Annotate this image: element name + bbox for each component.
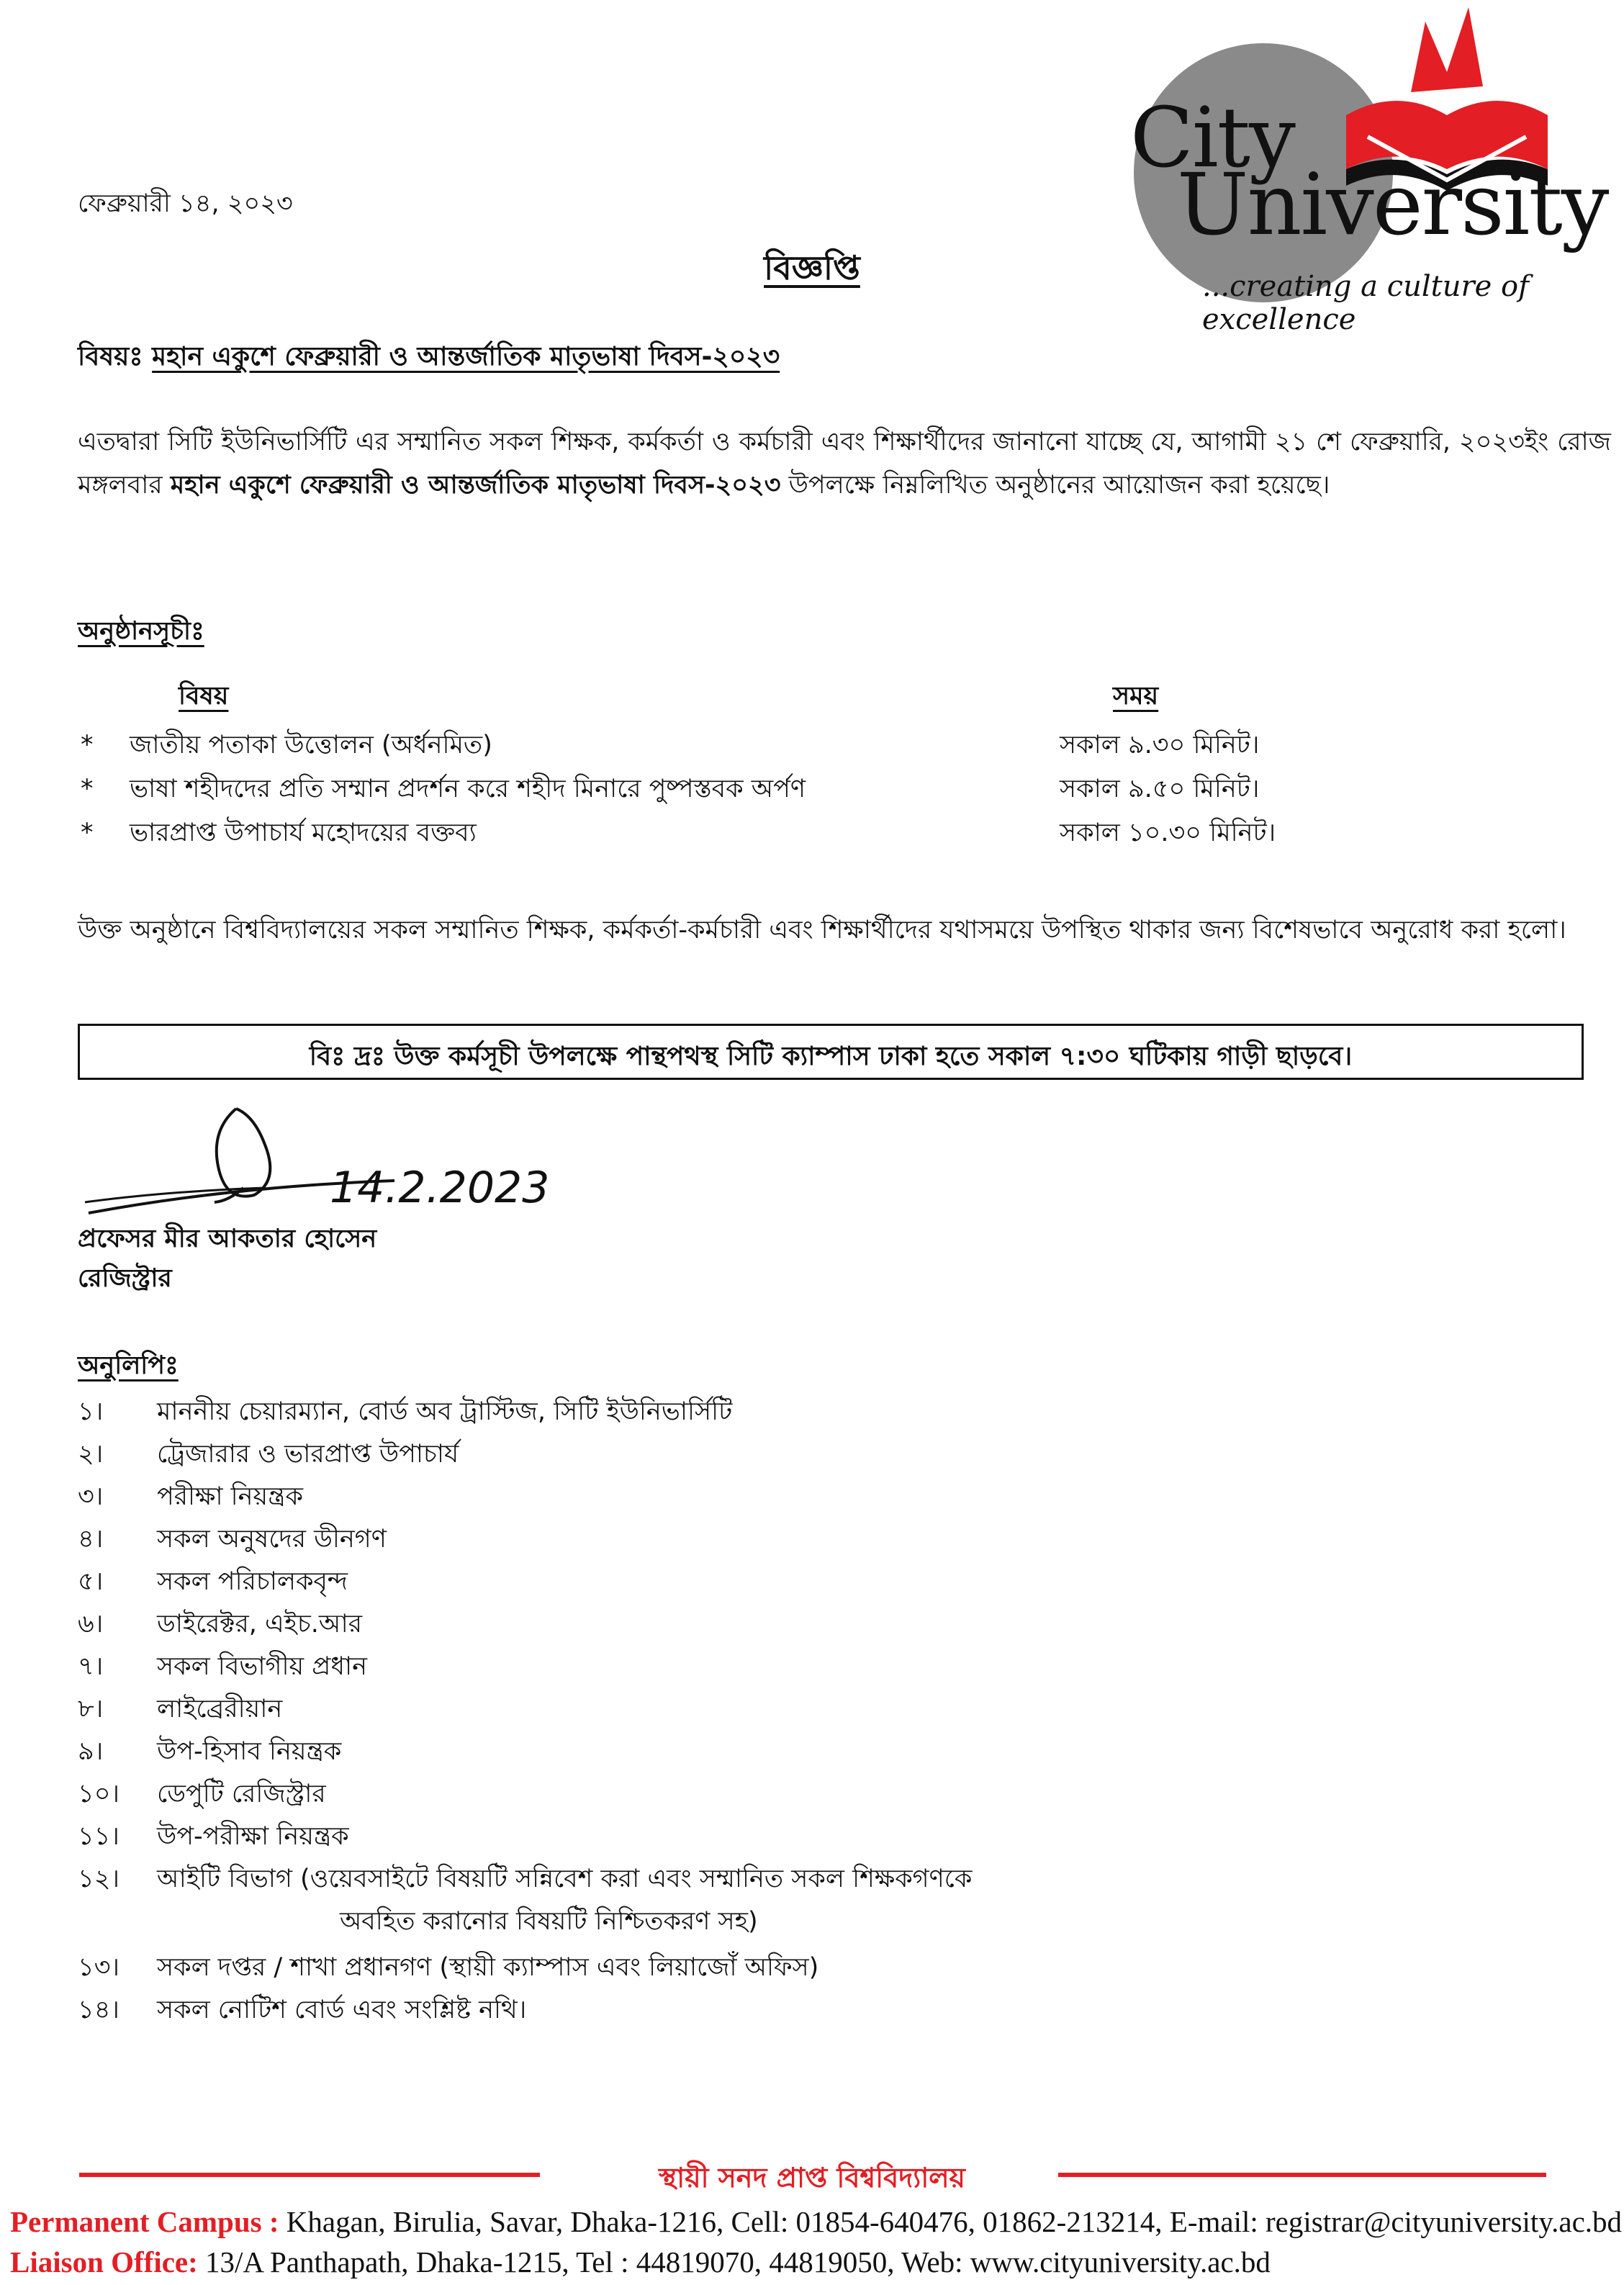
schedule-time: সকাল ৯.৫০ মিনিট। [1060,775,1260,803]
copies-heading: অনুলিপিঃ [78,1351,179,1380]
copy-item [0,1524,1624,1566]
copy-text: সকল দপ্তর / শাখা প্রধানগণ (স্থায়ী ক্যাম্পাস এবং লিয়াজোঁ অফিস) [157,1953,819,1982]
copy-text: ডেপুটি রেজিস্ট্রার [157,1780,326,1808]
intro-bold: মহান একুশে ফেব্রুয়ারী ও আন্তর্জাতিক মাতৃভাষা দিবস-২০২৩ [170,471,781,500]
note-box [78,1024,1584,1080]
copy-num: ৭। [78,1652,104,1681]
schedule-row [0,730,1624,770]
subject-line [78,341,780,372]
bullet-star: * [81,819,94,847]
liaison-office-text: 13/A Panthapath, Dhaka-1215, Tel : 44819070, 44819050, Web: www.cityuniversity.ac.bd [197,2245,1271,2279]
copy-num: ১০। [78,1780,119,1808]
copy-text: আইটি বিভাগ (ওয়েবসাইটে বিষয়টি সন্নিবেশ করা এবং সম্মানিত সকল শিক্ষকগণকে [157,1865,973,1893]
copy-item [0,1864,1624,1906]
schedule-item: ভাষা শহীদদের প্রতি সম্মান প্রদর্শন করে শহীদ মিনারে পুষ্পস্তবক অর্পণ [130,775,806,803]
schedule-item: ভারপ্রাপ্ত উপাচার্য মহোদয়ের বক্তব্য [130,819,477,847]
copy-num: ১১। [78,1822,119,1851]
copy-text: মাননীয় চেয়ারম্যান, বোর্ড অব ট্রাস্টিজ, সিটি ইউনিভার্সিটি [157,1397,733,1426]
copy-text: ট্রেজারার ও ভারপ্রাপ্ত উপাচার্য [157,1440,459,1469]
copy-item [0,1736,1624,1778]
copy-text: সকল বিভাগীয় প্রধান [157,1652,368,1681]
copy-num: ১৩। [78,1953,119,1982]
copy-text: উপ-পরীক্ষা নিয়ন্ত্রক [157,1822,349,1851]
copy-item [0,1651,1624,1693]
schedule-time: সকাল ৯.৩০ মিনিট। [1060,731,1260,760]
signatory-title: রেজিস্ট্রার [78,1264,172,1293]
intro-part1: এতদ্বারা সিটি ইউনিভার্সিটি এর সম্মানিত সকল শিক্ষক, কর্মকর্তা ও কর্মচারী এবং শিক্ষার্থীদের জানানো যাচ্ছে যে, আগামী ২১ শে ফেব্রুয়ারি, ২০২৩ইং রোজ মঙ্গলবার [78,428,1611,500]
copy-text: সকল অনুষদের ডীনগণ [157,1525,387,1554]
copy-item [0,1821,1624,1863]
footer-permanent-campus [10,2204,1622,2239]
copy-num: ৬। [78,1610,104,1639]
copy-num: ২। [78,1440,104,1469]
copy-num: ৫। [78,1567,104,1596]
copy-text: লাইব্রেরীয়ান [157,1695,283,1723]
liaison-office-label: Liaison Office: [10,2245,198,2279]
handwritten-signature [78,1101,582,1224]
copy-text: উপ-হিসাব নিয়ন্ত্রক [157,1737,342,1766]
intro-paragraph [78,420,1611,507]
intro-part2: উপলক্ষে নিম্নলিখিত অনুষ্ঠানের আয়োজন করা হয়েছে। [780,471,1330,500]
copy-text: পরীক্ষা নিয়ন্ত্রক [157,1482,303,1511]
bullet-star: * [81,775,94,803]
logo-tagline: ...creating a culture of excellence [1202,270,1529,336]
footer-liaison-office [10,2245,1271,2279]
notice-title: বিজ্ঞপ্তি [764,248,860,287]
copy-num: ৮। [78,1695,104,1723]
schedule-time: সকাল ১০.৩০ মিনিট। [1060,819,1276,847]
signatory-name: প্রফেসর মীর আকতার হোসেন [78,1225,377,1253]
note-text: বিঃ দ্রঃ উক্ত কর্মসূচী উপলক্ষে পান্থপথস্থ সিটি ক্যাম্পাস ঢাকা হতে সকাল ৭:৩০ ঘটিকায় গাড়ী ছাড়বে। [309,1042,1353,1071]
copy-item [0,1779,1624,1821]
copy-item [0,1952,1624,1994]
schedule-row [0,818,1624,857]
permanent-campus-text: Khagan, Birulia, Savar, Dhaka-1216, Cell: 01854-640476, 01862-213214, E-mail: registrar@cityuniversity.ac.bd [279,2205,1623,2238]
logo-word-city: City [1130,90,1294,186]
copy-num: ৩। [78,1482,104,1511]
schedule-row [0,774,1624,814]
copy-num: ১২। [78,1865,119,1893]
copy-num: ৪। [78,1525,104,1554]
copy-item-12-continued: অবহিত করানোর বিষয়টি নিশ্চিতকরণ সহ) [340,1907,758,1936]
copy-num: ১৪। [78,1996,119,2024]
copy-item [0,1439,1624,1481]
copy-item [0,1609,1624,1651]
permanent-campus-label: Permanent Campus : [10,2205,279,2238]
copy-text: ডাইরেক্টর, এইচ.আর [157,1610,362,1639]
copy-item [0,1995,1624,2037]
copy-item [0,1694,1624,1736]
copy-item [0,1482,1624,1523]
schedule-col-subject: বিষয় [179,682,229,711]
schedule-item: জাতীয় পতাকা উত্তোলন (অর্ধনমিত) [130,731,492,760]
copy-text: সকল নোটিশ বোর্ড এবং সংশ্লিষ্ট নথি। [157,1996,527,2024]
subject-label: বিষয়ঃ [78,342,143,371]
copy-text: সকল পরিচালকবৃন্দ [157,1567,348,1596]
notice-date: ফেব্রুয়ারী ১৪, ২০২৩ [78,189,293,218]
footer-motto: স্থায়ী সনদ প্রাপ্ত বিশ্ববিদ্যালয় [659,2162,965,2194]
logo-word-university: University [1177,155,1608,254]
bullet-star: * [81,731,94,760]
closing-paragraph: উক্ত অনুষ্ঠানে বিশ্ববিদ্যালয়ের সকল সম্মানিত শিক্ষক, কর্মকর্তা-কর্মচারী এবং শিক্ষার্থীদের যথাসময়ে উপস্থিত থাকার জন্য বিশেষভাবে অনুরোধ করা হলো। [78,916,1566,945]
schedule-heading: অনুষ্ঠানসূচীঃ [78,617,204,646]
copy-item [0,1397,1624,1438]
copy-num: ১। [78,1397,104,1426]
copy-num: ৯। [78,1737,104,1766]
subject-text: মহান একুশে ফেব্রুয়ারী ও আন্তর্জাতিক মাতৃভাষা দিবস-২০২৩ [152,342,780,371]
copy-item [0,1567,1624,1608]
handwritten-date: 14.2.2023 [330,1163,550,1213]
schedule-col-time: সময় [1113,682,1159,711]
